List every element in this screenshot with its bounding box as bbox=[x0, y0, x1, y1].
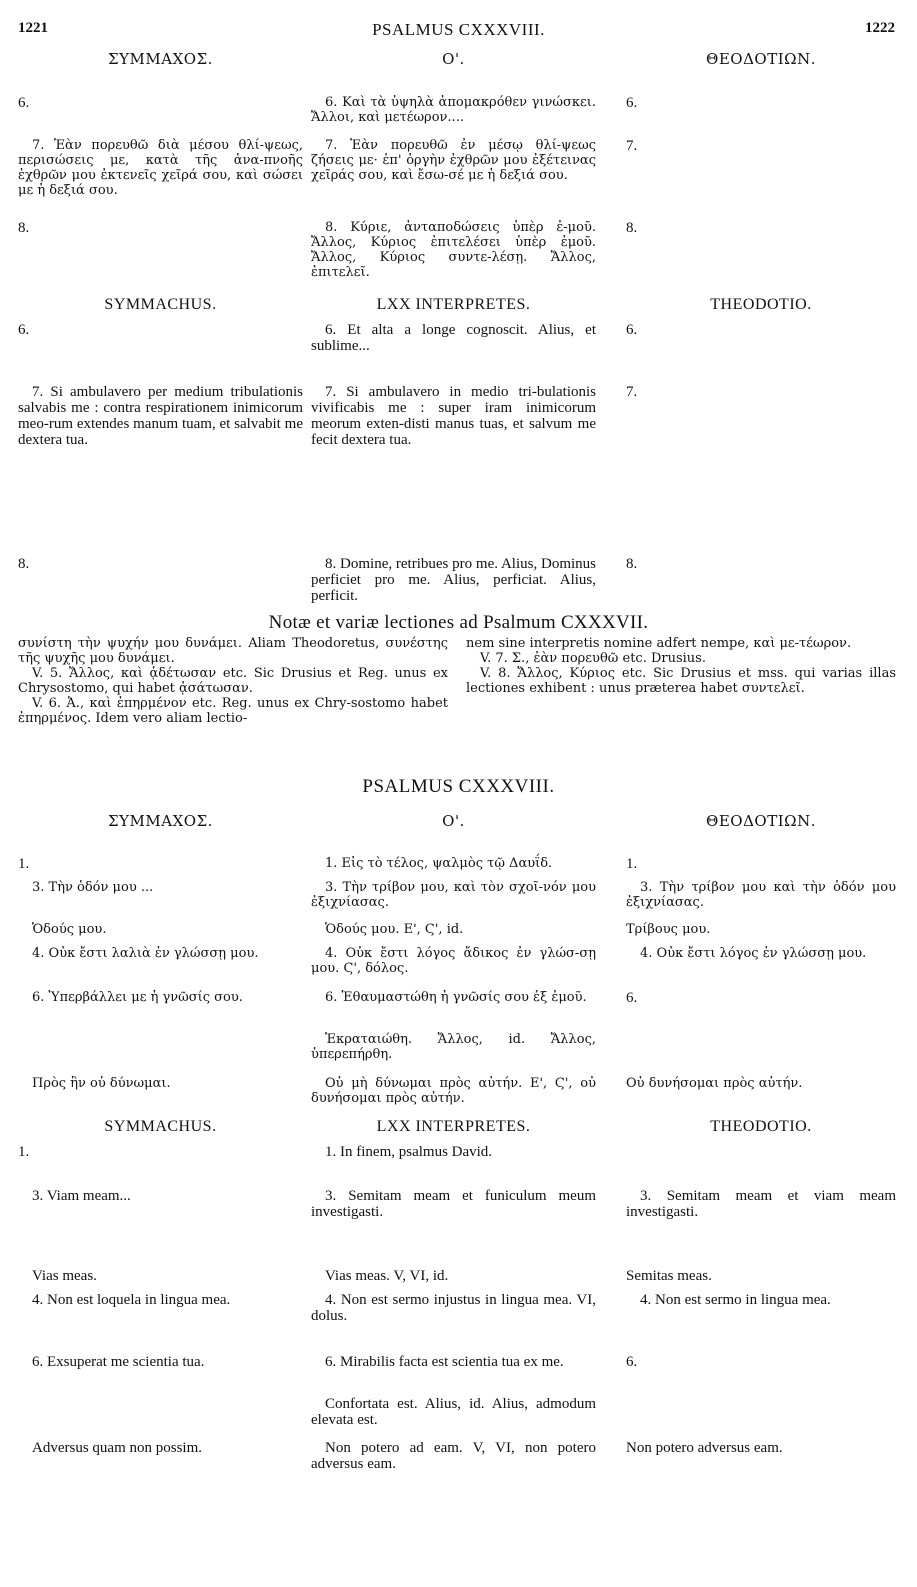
verse-cell: 6. bbox=[626, 990, 638, 1006]
notes-title: Notæ et variæ lectiones ad Psalmum CXXXVII. bbox=[268, 612, 649, 633]
header-symmachus-latin: SYMMACHUS. bbox=[104, 296, 217, 313]
verse-cell: 1. Εἰς τὸ τέλος, ψαλμὸς τῷ Δαυΐδ. bbox=[325, 856, 553, 871]
note-paragraph: nem sine interpretis nomine adfert nempe, καὶ με-τέωρον. bbox=[466, 636, 852, 651]
verse-cell: 8. Domine, retribues pro me. Alius, Dominus perficiet pro me. Alius, perficiat. Alius, perficit. bbox=[311, 556, 596, 604]
notes-right-column bbox=[466, 636, 896, 696]
verse-cell: 6. bbox=[18, 322, 30, 338]
verse-cell: 7. bbox=[626, 384, 638, 400]
verse-cell: 4. Οὐκ ἔστι λαλιὰ ἐν γλώσσῃ μου. bbox=[32, 946, 259, 961]
verse-cell: 8. Κύριε, ἀνταποδώσεις ὑπὲρ ἐ-μοῦ. Ἄλλος, Κύριος ἐπιτελέσει ὑπὲρ ἐμοῦ. Ἄλλος, Κύριος συντε-λέσῃ. Ἄλλος, ἐπιτελεῖ. bbox=[311, 220, 596, 280]
verse-cell: 3. Semitam meam et funiculum meum investigasti. bbox=[311, 1188, 596, 1220]
verse-cell: 3. Viam meam... bbox=[32, 1188, 131, 1204]
verse-cell: 1. In finem, psalmus David. bbox=[325, 1144, 493, 1160]
verse-cell: Semitas meas. bbox=[626, 1268, 712, 1284]
header-lxx-latin: LXX INTERPRETES. bbox=[376, 296, 531, 313]
header-lxx-latin: LXX INTERPRETES. bbox=[376, 1118, 531, 1135]
verse-cell: 6. Exsuperat me scientia tua. bbox=[32, 1354, 205, 1370]
header-lxx-greek: Ο'. bbox=[442, 50, 465, 68]
note-paragraph: V. 8. Ἄλλος, Κύριος etc. Sic Drusius et mss. qui varias illas lectiones exhibent : unus præterea habet συντελεῖ. bbox=[466, 666, 896, 696]
header-theodotion-greek: ΘΕΟΔΟΤΙΩΝ. bbox=[706, 50, 816, 68]
verse-cell: Confortata est. Alius, id. Alius, admodum elevata est. bbox=[311, 1396, 596, 1428]
header-lxx-greek: Ο'. bbox=[442, 812, 465, 830]
verse-cell: Vias meas. bbox=[32, 1268, 97, 1284]
verse-cell: Ὁδούς μου. Ε', Ϛ', id. bbox=[325, 922, 464, 937]
header-symmachus-latin: SYMMACHUS. bbox=[104, 1118, 217, 1135]
page-number-right: 1222 bbox=[865, 20, 895, 36]
psalm-title: PSALMUS CXXXVIII. bbox=[362, 776, 555, 797]
verse-cell: 6. Et alta a longe cognoscit. Alius, et sublime... bbox=[311, 322, 596, 354]
header-theodotion-latin: THEODOTIO. bbox=[710, 296, 812, 313]
note-paragraph: V. 7. Σ., ἐὰν πορευθῶ etc. Drusius. bbox=[480, 651, 706, 666]
verse-cell: 6. bbox=[626, 1354, 638, 1370]
verse-cell: 6. bbox=[626, 95, 638, 111]
verse-cell: 4. Οὐκ ἔστι λόγος ἐν γλώσσῃ μου. bbox=[640, 946, 867, 961]
verse-cell: Τρίβους μου. bbox=[626, 922, 711, 937]
verse-cell: 4. Οὐκ ἔστι λόγος ἄδικος ἐν γλώσ-σῃ μου. Ϛ', δόλος. bbox=[311, 946, 596, 976]
verse-cell: 1. bbox=[18, 856, 30, 872]
verse-cell: 3. Τὴν ὁδόν μου ... bbox=[32, 880, 154, 895]
note-paragraph: V. 6. Ἀ., καὶ ἐπηρμένον etc. Reg. unus ex Chry-sostomo habet ἐπηρμένος. Idem vero aliam lectio- bbox=[18, 696, 448, 726]
verse-cell: Οὐ δυνήσομαι πρὸς αὐτήν. bbox=[626, 1076, 803, 1091]
header-symmachus-greek: ΣΥΜΜΑΧΟΣ. bbox=[108, 812, 213, 830]
header-theodotion-greek: ΘΕΟΔΟΤΙΩΝ. bbox=[706, 812, 816, 830]
verse-cell: 3. Τὴν τρίβον μου καὶ τὴν ὁδόν μου ἐξιχνίασας. bbox=[626, 880, 896, 910]
verse-cell: 6. bbox=[626, 322, 638, 338]
verse-cell: Vias meas. V, VI, id. bbox=[325, 1268, 449, 1284]
verse-cell: 8. bbox=[626, 556, 638, 572]
verse-cell: Πρὸς ἣν οὐ δύνωμαι. bbox=[32, 1076, 171, 1091]
verse-cell: Οὐ μὴ δύνωμαι πρὸς αὐτήν. Ε', Ϛ', οὐ δυνήσομαι πρὸς αὐτήν. bbox=[311, 1076, 596, 1106]
verse-cell: 6. Καὶ τὰ ὑψηλὰ ἀπομακρόθεν γινώσκει. Ἄλλοι, καὶ μετέωρον.... bbox=[311, 95, 596, 125]
verse-cell: Adversus quam non possim. bbox=[32, 1440, 202, 1456]
verse-cell: 8. bbox=[18, 556, 30, 572]
note-paragraph: συνίστη τὴν ψυχήν μου δυνάμει. Aliam Theodoretus, συνέστης τῆς ψυχῆς μου δυνάμει. bbox=[18, 636, 448, 666]
verse-cell: 7. Si ambulavero per medium tribulationis salvabis me : contra respirationem inimicorum meo-rum extendes manum tuam, et salvabit me dextera tua. bbox=[18, 384, 303, 448]
verse-cell: 7. bbox=[626, 138, 638, 154]
verse-cell: 8. bbox=[626, 220, 638, 236]
verse-cell: 8. bbox=[18, 220, 30, 236]
verse-cell: 1. bbox=[18, 1144, 30, 1160]
verse-cell: 3. Semitam meam et viam meam investigasti. bbox=[626, 1188, 896, 1220]
verse-cell: 7. Si ambulavero in medio tri-bulationis vivificabis me : super iram inimicorum meorum exten-disti manus tuas, et salvum me fecit dextera tua. bbox=[311, 384, 596, 448]
verse-cell: 3. Τὴν τρίβον μου, καὶ τὸν σχοῖ-νόν μου ἐξιχνίασας. bbox=[311, 880, 596, 910]
verse-cell: 4. Non est sermo injustus in lingua mea. VI, dolus. bbox=[311, 1292, 596, 1324]
verse-cell: 4. Non est loquela in lingua mea. bbox=[32, 1292, 231, 1308]
verse-cell: 7. Ἐὰν πορευθῶ διὰ μέσου θλί-ψεως, περισώσεις με, κατὰ τῆς ἀνα-πνοῆς ἐχθρῶν μου ἐκτενεῖς χεῖρά σου, καὶ σώσει με ἡ δεξιά σου. bbox=[18, 138, 303, 198]
header-theodotion-latin: THEODOTIO. bbox=[710, 1118, 812, 1135]
verse-cell: 4. Non est sermo in lingua mea. bbox=[640, 1292, 831, 1308]
verse-cell: Non potero ad eam. V, VI, non potero adversus eam. bbox=[311, 1440, 596, 1472]
verse-cell: 1. bbox=[626, 856, 638, 872]
verse-cell: Ὁδούς μου. bbox=[32, 922, 107, 937]
verse-cell: 6. Ἐθαυμαστώθη ἡ γνῶσίς σου ἐξ ἐμοῦ. bbox=[325, 990, 587, 1005]
verse-cell: 6. Mirabilis facta est scientia tua ex me. bbox=[325, 1354, 564, 1370]
page-number-left: 1221 bbox=[18, 20, 48, 36]
running-title: PSALMUS CXXXVIII. bbox=[372, 20, 545, 39]
verse-cell: 6. bbox=[18, 95, 30, 111]
note-paragraph: V. 5. Ἄλλος, καὶ ᾀδέτωσαν etc. Sic Drusius et Reg. unus ex Chrysostomo, qui habet ᾀσάτωσαν. bbox=[18, 666, 448, 696]
header-symmachus-greek: ΣΥΜΜΑΧΟΣ. bbox=[108, 50, 213, 68]
verse-cell: 7. Ἐὰν πορευθῶ ἐν μέσῳ θλί-ψεως ζήσεις με· ἐπ' ὀργὴν ἐχθρῶν μου ἐξέτεινας χεῖράς σου, καὶ ἔσω-σέ με ἡ δεξιά σου. bbox=[311, 138, 596, 183]
notes-left-column bbox=[18, 636, 448, 726]
verse-cell: 6. Ὑπερβάλλει με ἡ γνῶσίς σου. bbox=[32, 990, 243, 1005]
verse-cell: Non potero adversus eam. bbox=[626, 1440, 783, 1456]
verse-cell: Ἐκραταιώθη. Ἄλλος, id. Ἄλλος, ὑπερεπήρθη. bbox=[311, 1032, 596, 1062]
